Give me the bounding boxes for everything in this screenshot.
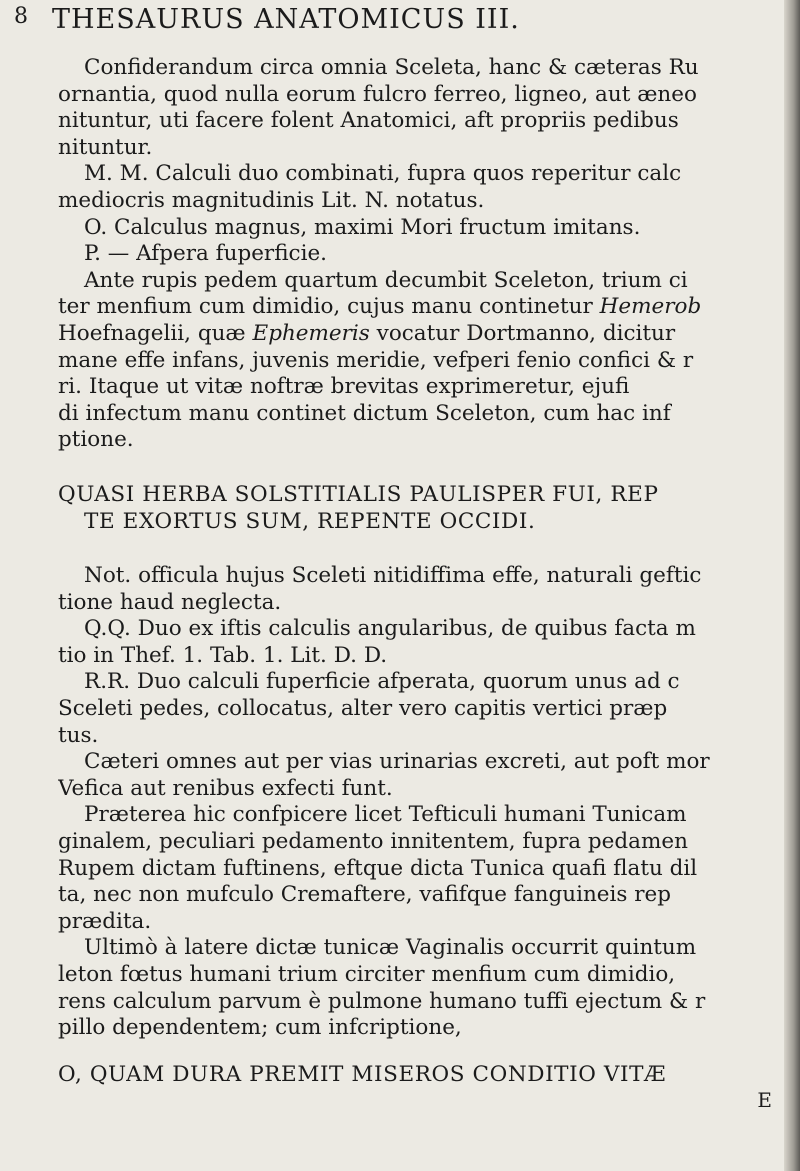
text-line: tio in Thef. 1. Tab. 1. Lit. D. D. [58,642,388,668]
text-line: Ultimò à latere dictæ tunicæ Vaginalis occurrit quintum [84,935,697,961]
spacer [58,1042,788,1062]
text-line: rens calculum parvum è pulmone humano tuffi ejectum & r [58,988,706,1014]
item-qq: Q.Q. Duo ex iftis calculis angularibus, de quibus facta m [84,616,696,642]
inscription-line: TE EXORTUS SUM, REPENTE OCCIDI. [84,508,536,534]
spacer [58,535,788,563]
text-line: pillo dependentem; cum infcriptione, [58,1015,462,1041]
text-line: Sceleti pedes, collocatus, alter vero capitis vertici præp [58,696,668,722]
text-line: tione haud neglecta. [58,589,282,615]
text-line: mane effe infans, juvenis meridie, vefperi fenio confici & r [58,347,694,373]
text-line: ptione. [58,427,134,453]
running-title: THESAURUS ANATOMICUS III. [52,4,520,35]
text-line: nituntur. [58,134,153,160]
item-mm: M. M. Calculi duo combinati, fupra quos reperitur calc [84,161,682,187]
item-o: O. Calculus magnus, maximi Mori fructum imitans. [84,214,641,240]
text-line: prædita. [58,908,152,934]
text-line: Not. officula hujus Sceleti nitidiffima effe, naturali geftic [84,563,702,589]
text-line: leton fœtus humani trium circiter menfium cum dimidio, [58,962,676,987]
text-segment: vocatur Dortmanno, dicitur [376,320,676,346]
text-line: Vefica aut renibus exfecti funt. [58,775,393,801]
text-line [58,294,788,321]
text-line: Confiderandum circa omnia Sceleta, hanc & cæteras Ru [84,55,699,80]
italic-title: Ephemeris [252,320,370,346]
text-line: ri. Itaque ut vitæ noftræ brevitas exprimeretur, ejufi [58,374,630,400]
item-rr: R.R. Duo calculi fuperficie afperata, quorum unus ad c [84,669,680,695]
inscription-line: O, QUAM DURA PREMIT MISEROS CONDITIO VITÆ [58,1061,667,1087]
text-line: Præterea hic confpicere licet Tefticuli humani Tunicam [84,802,687,828]
text-line: Cæteri omnes aut per vias urinarias excreti, aut poft mor [84,749,710,775]
item-mm-continued: mediocris magnitudinis Lit. N. notatus. [58,187,485,213]
spacer [58,454,788,482]
text-line: ginalem, peculiari pedamento innitentem, fupra pedamen [58,829,688,855]
text-line: ornantia, quod nulla eorum fulcro ferreo, ligneo, aut æneo [58,81,697,107]
italic-name: Hemerob [599,294,702,320]
text-segment: ter menfium cum dimidio, cujus manu continetur [58,294,593,320]
text-line: Rupem dictam fuftinens, eftque dicta Tunica quafi flatu dil [58,855,698,881]
text-line: ta, nec non mufculo Cremaftere, vafifque fanguineis rep [58,882,672,908]
body-text [58,55,788,1088]
text-line: di infectum manu continet dictum Sceleton, cum hac inf [58,400,671,426]
inscription-line: QUASI HERBA SOLSTITIALIS PAULISPER FUI, REP [58,481,659,507]
text-segment: Hoefnagelii, quæ [58,320,246,346]
item-p: P. — Afpera fuperficie. [84,241,328,267]
catchword: E [757,1088,772,1112]
text-line: tus. [58,722,99,748]
page-number: 8 [14,4,29,29]
text-line: nituntur, uti facere folent Anatomici, aft propriis pedibus [58,108,679,134]
text-line: Ante rupis pedem quartum decumbit Sceleton, trium ci [84,267,688,293]
text-line [58,321,788,348]
